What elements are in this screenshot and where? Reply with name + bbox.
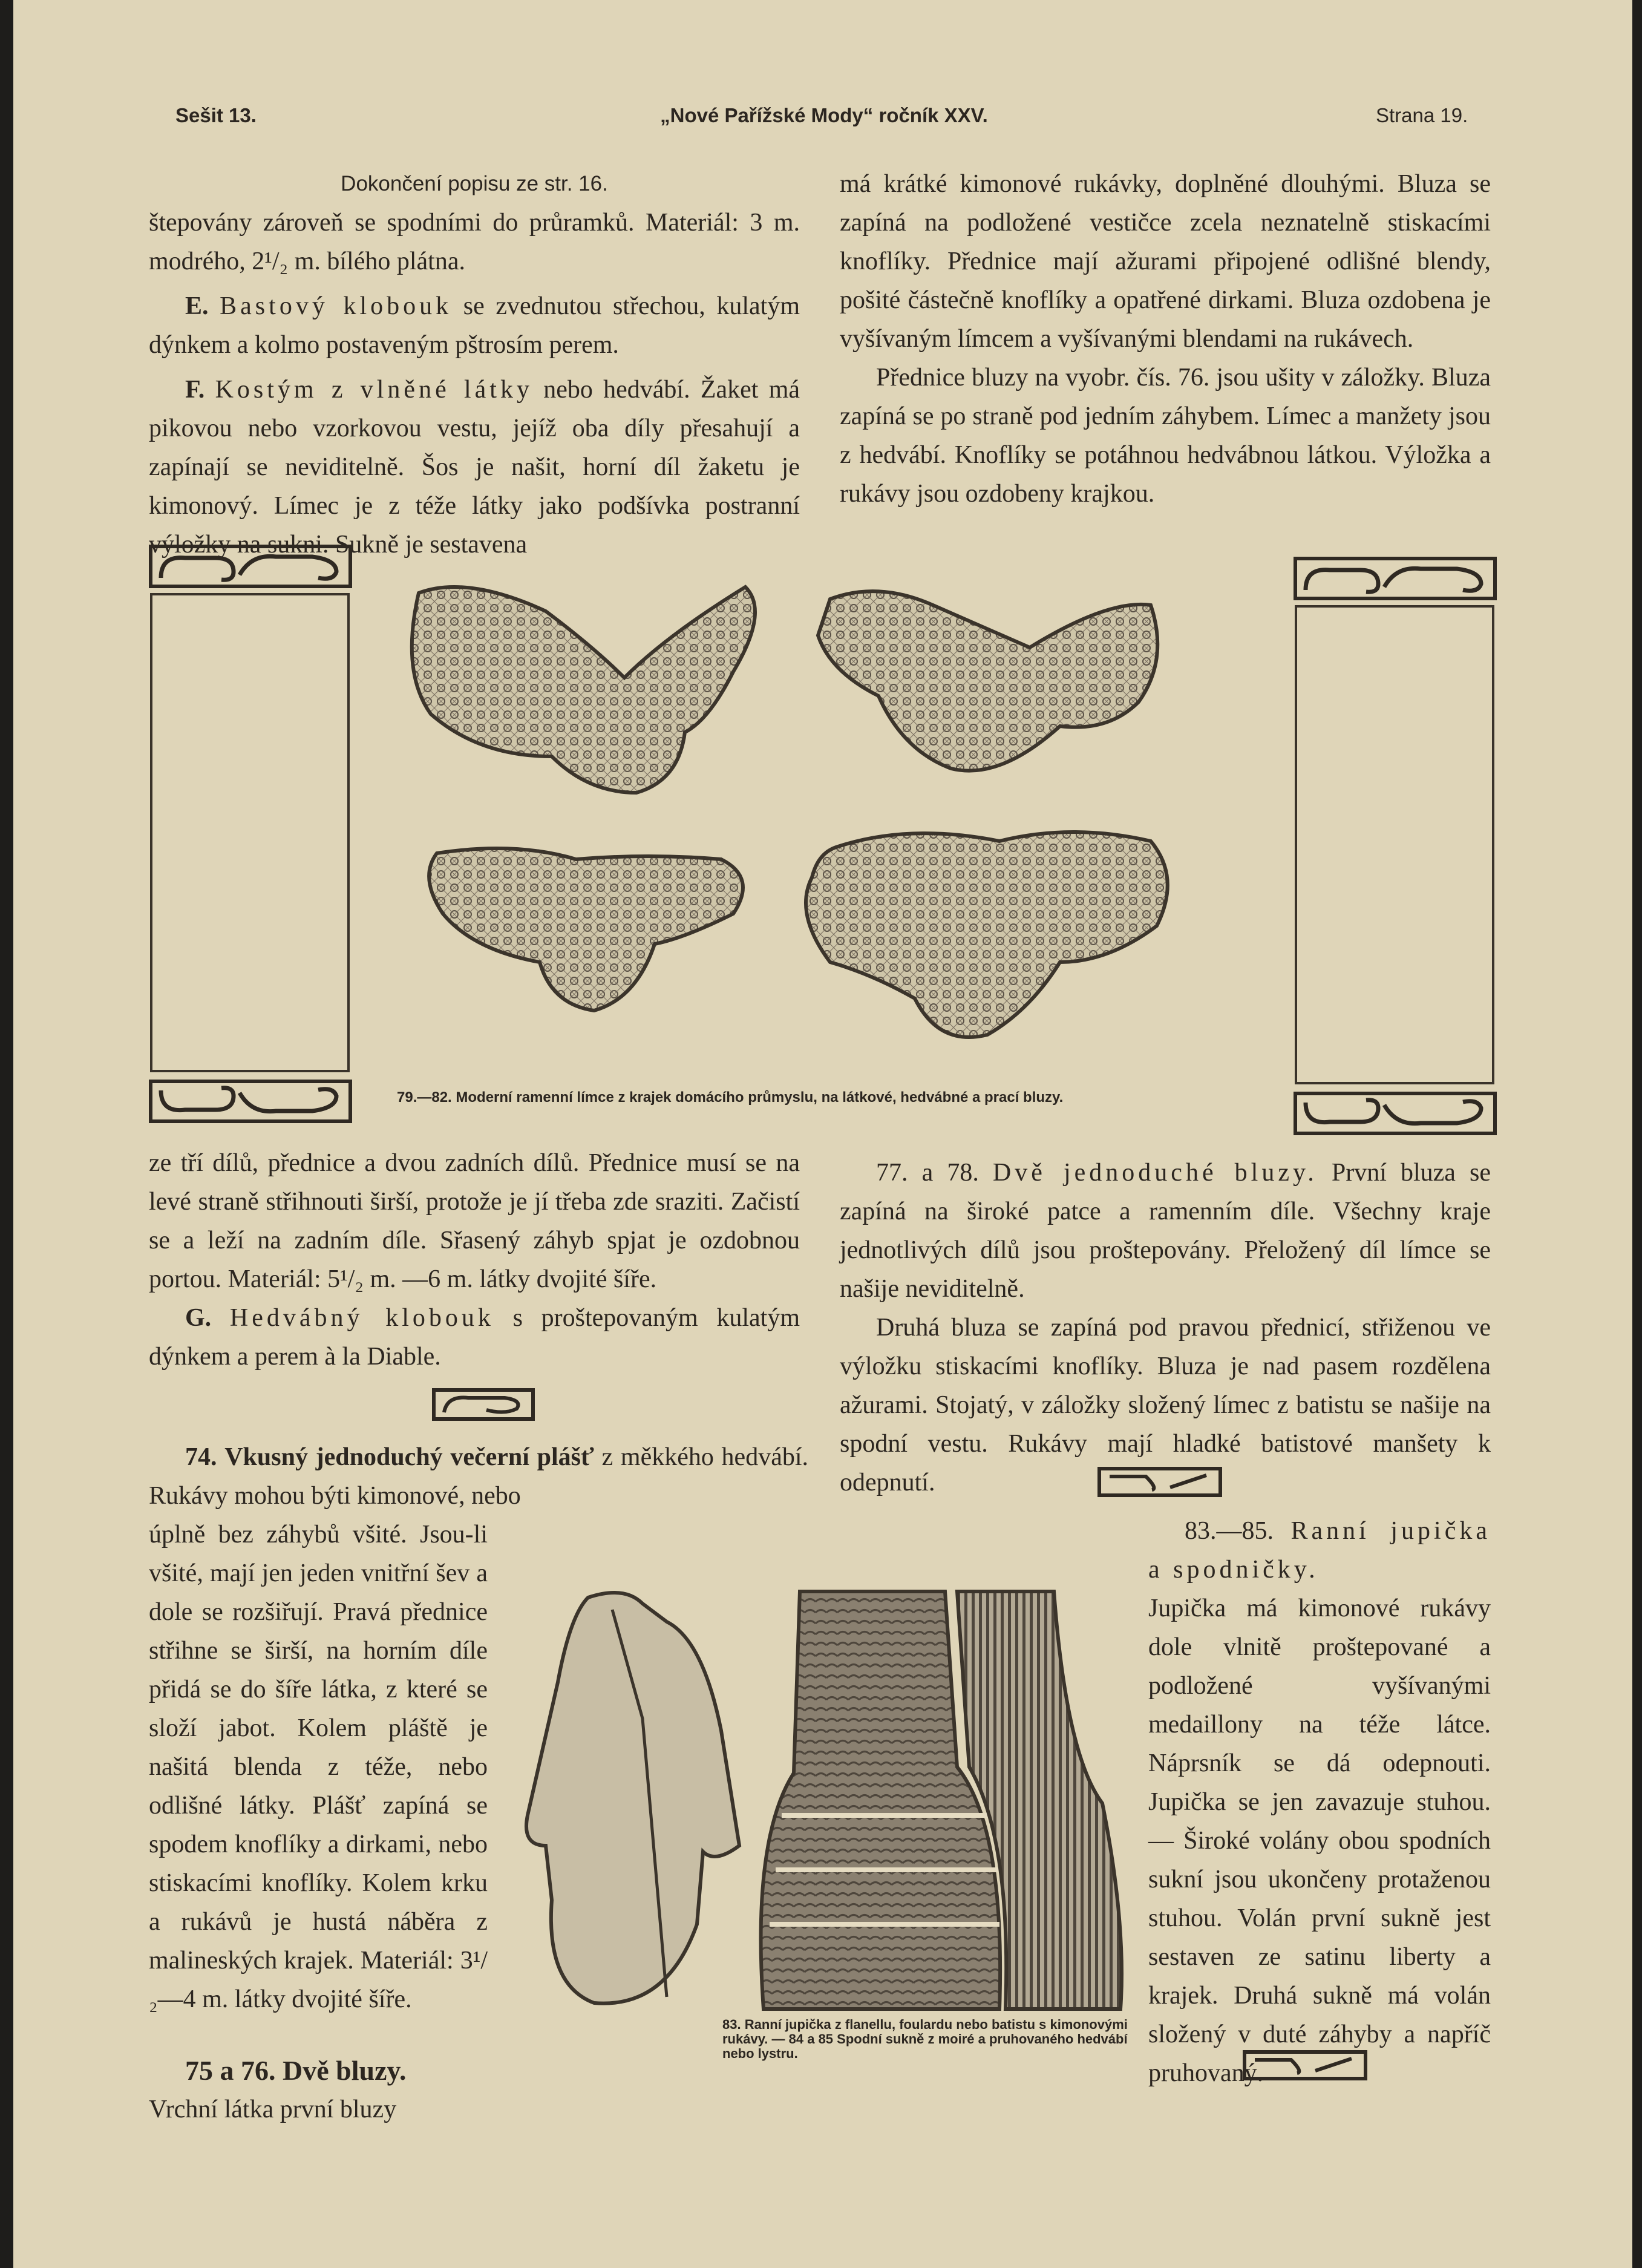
figure-caption-robe: 83. Ranní jupička z flanellu, foulardu nebo batistu s kimonovými rukávy. — 84 a 85 Spodní sukně z moiré a pruhovaného hedvábí nebo lystru. — [722, 2017, 1128, 2061]
figure-caption-collars: 79.—82. Moderní ramenní límce z krajek domácího průmyslu, na látkové, hedvábné a prací bluzy. — [397, 1089, 1064, 1106]
art-nouveau-ornament-bottom-left — [149, 1080, 352, 1123]
paragraph-77-78 — [840, 1153, 1491, 1308]
mid-left-column — [149, 1144, 800, 1376]
paragraph-blouse-1: má krátké kimonové rukávky, doplněné dlouhými. Bluza se zapíná na podložené vestičce zcela neznatelně stiskacími knoflíky. Přednice mají ažurami připojené odlišné blendy, pošité částečně knoflíky a opatřené dirkami. Bluza ozdobena je vyšívaným límcem a vyšívanými blendami na rukávech. — [840, 170, 1491, 353]
lace-collar-80 — [818, 591, 1157, 770]
top-left-column — [149, 165, 800, 564]
paragraph-skirt: ze tří dílů, přednice a dvou zadních dílů. Přednice musí se na levé straně střihnouti širší, protože je jí třeba zde sraziti. Začistí se a leží na zadním díle. Sřasený záhyb spjat je ozdobnou portou. Materiál: 5¹/₂ m. —6 m. látky dvojité šíře. — [149, 1149, 800, 1293]
paragraph-e — [149, 287, 800, 364]
paragraph-blouse-76: Přednice bluzy na vyobr. čís. 76. jsou ušity v záložky. Bluza zapíná se po straně pod jedním záhybem. Límec a manžety jsou z hedvábí. Knoflíky se potáhnou hedvábnou látkou. Výložka a rukávy jsou ozdobeny krajkou. — [840, 364, 1491, 508]
small-ornament-bottom — [1243, 2050, 1367, 2080]
paragraph-75-76 — [149, 2051, 488, 2129]
header-page-number: Strana 19. — [1376, 104, 1468, 126]
paragraph-83-85 — [1148, 1512, 1491, 2093]
lace-collars-illustration — [394, 575, 1254, 1071]
item-text-e: se zvednutou střechou, kulatým dýnkem a kolmo postaveným pštrosím perem. — [149, 292, 800, 359]
art-nouveau-ornament-top-right — [1294, 557, 1497, 600]
robe-and-petticoats-illustration — [522, 1585, 1133, 2021]
heading-75-76: 75 a 76. Dvě bluzy. — [185, 2055, 407, 2086]
header-issue: Sešit 13. — [175, 104, 257, 126]
top-right-column — [840, 165, 1491, 513]
heading-74-title: Vkusný jednoduchý večerní plášť — [224, 1443, 594, 1471]
paragraph-75-text: Vrchní látka první bluzy — [149, 2096, 397, 2123]
paragraph-material: štepovány zároveň se spodními do průramků. Materiál: 3 m. modrého, 2¹/₂ m. bílého plátna. — [149, 209, 800, 275]
item-title-g: Hedvábný klobouk — [229, 1304, 494, 1332]
item-text-g: s proštepovaným kulatým dýnkem a perem à la Diable. — [149, 1304, 800, 1371]
morning-jacket-83 — [526, 1593, 739, 2004]
paragraph-g — [149, 1299, 800, 1376]
heading-77-78-title: Dvě jednoduché bluzy. — [992, 1159, 1318, 1187]
paragraph-83-85-heading — [1148, 1512, 1491, 1589]
continued-note: Dokončení popisu ze str. 16. — [341, 172, 608, 195]
decorative-frame-right — [1295, 605, 1494, 1084]
small-ornament-left — [432, 1388, 535, 1421]
decorative-frame-left — [150, 593, 350, 1072]
heading-74-rest: z měkkého hedvábí. Rukávy mohou býti kimonové, nebo — [149, 1443, 809, 1510]
small-ornament-right — [1097, 1467, 1222, 1497]
item-letter-e: E. — [185, 292, 209, 320]
lace-collar-81 — [429, 848, 743, 1011]
heading-83-85-title: Ranní jupička a spodničky. — [1148, 1517, 1491, 1584]
mid-right-column — [840, 1153, 1491, 1502]
paragraph-f — [149, 370, 800, 564]
item-letter-f: F. — [185, 376, 205, 404]
item-title-e: Bastový klobouk — [220, 292, 453, 320]
art-nouveau-ornament-top-left — [149, 545, 352, 588]
heading-74-number: 74. — [185, 1443, 217, 1471]
heading-83-85-number: 83.—85. — [1185, 1517, 1274, 1545]
item-letter-g: G. — [185, 1304, 212, 1332]
magazine-page — [13, 0, 1632, 2268]
paragraph-83-85-text: Jupička má kimonové rukávy dole vlnitě proštepované a podložené vyšívanými medaillony na téže látce. Náprsník se dá odepnouti. Jupička se jen zavazuje stuhou. — Široké volány obou spodních sukní jsou ukončeny protaženou stuhou. Volán první sukně jest sestaven ze satinu liberty a krajek. Druhá sukně má volán složený v duté záhyby a napříč pruhovaný. — [1148, 1594, 1491, 2087]
paragraph-74-narrow: úplně bez záhybů všité. Jsou-li všité, mají jen jeden vnitřní šev a dole se rozšiřují. Pravá přednice střihne se širší, na horním díle přidá se do šíře látka, z které se složí jabot. Kolem pláště je našitá blenda z téže, nebo odlišné látky. Plášť zapíná se spodem knoflíky a dirkami, nebo stiskacími knoflíky. Kolem krku a rukávů je hustá náběra z malineských krajek. Materiál: 3¹/₂—4 m. látky dvojité šíře. — [149, 1521, 488, 2013]
art-nouveau-ornament-bottom-right — [1294, 1092, 1497, 1135]
lace-collar-82 — [806, 832, 1168, 1037]
paragraph-74-first-lines — [149, 1438, 808, 1515]
item-title-f: Kostým z vlněné látky — [215, 376, 533, 404]
lace-collar-79 — [412, 587, 755, 793]
item-text-f: nebo hedvábí. Žaket má pikovou nebo vzorkovou vestu, jejíž oba díly přesahují a zapínají se neviditelně. Šos je našit, horní díl žaketu je kimonový. Límec je z téže látky jako podšívka postranní výložky na sukni. Sukně je sestavena — [149, 376, 800, 559]
paragraph-77-78-text: První bluza se zapíná na široké patce a ramenním díle. Všechny kraje jednotlivých dílů jsou proštepovány. Přeložený díl límce se našije neviditelně. — [840, 1159, 1491, 1303]
heading-77-78-number: 77. a 78. — [876, 1159, 979, 1187]
header-title: „Nové Pařížské Mody“ ročník XXV. — [660, 104, 988, 126]
paragraph-second-blouse: Druhá bluza se zapíná pod pravou přednicí, střiženou ve výložku stiskacími knoflíky. Bluza je nad pasem rozdělena ažurami. Stojatý, v záložky složený límec z batistu se našije na spodní vestu. Rukávy mají hladké batistové manšety k odepnutí. — [840, 1314, 1491, 1496]
paragraph-74-heading — [149, 1438, 808, 1515]
